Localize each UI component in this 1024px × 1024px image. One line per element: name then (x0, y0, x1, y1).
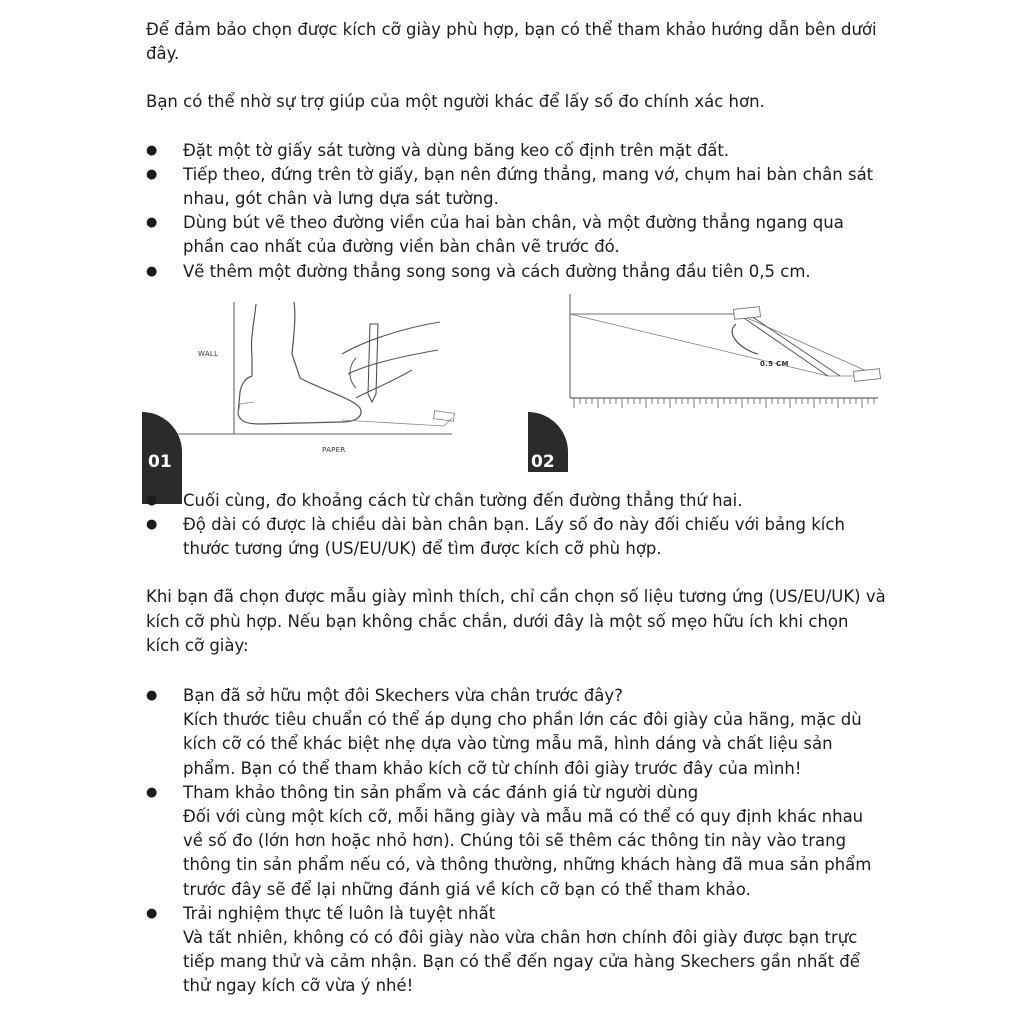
help-note: Bạn có thể nhờ sự trợ giúp của một người khác để lấy số đo chính xác hơn. (146, 92, 765, 112)
wall-label: WALL (198, 349, 219, 358)
choose-note: Khi bạn đã chọn được mẫu giày mình thích, chỉ cần chọn số liệu tương ứng (US/EU/UK) và kích cỡ phù hợp. Nếu bạn không chắc chắn, dưới đây là một số mẹo hữu ích khi chọn kích cỡ giày: (146, 587, 886, 655)
foot-against-wall-illustration (142, 294, 482, 504)
paper-label: PAPER (322, 445, 346, 454)
tip-title: Bạn đã sở hữu một đôi Skechers vừa chân trước đây? (183, 686, 623, 706)
figure-01-badge: 01 (148, 451, 172, 472)
step-item: ● Dùng bút vẽ theo đường viền của hai bàn chân, và một đường thẳng ngang qua phần cao nhất của đường viền bàn chân vẽ trước đó. (146, 211, 886, 259)
size-guide (146, 18, 886, 999)
figure-02-badge: 02 (531, 451, 555, 472)
tip-item (146, 902, 886, 999)
step-item: ● Vẽ thêm một đường thẳng song song và cách đường thẳng đầu tiên 0,5 cm. (146, 260, 886, 284)
tip-title: Trải nghiệm thực tế luôn là tuyệt nhất (183, 903, 496, 923)
tip-item (146, 781, 886, 902)
paper-with-lines-illustration (528, 294, 888, 504)
measure-illustrations (146, 294, 886, 514)
figure-02 (528, 294, 888, 504)
tip-body: Đối với cùng một kích cỡ, mỗi hãng giày và mẫu mã có thể có quy định khác nhau về số đo (lớn hơn hoặc nhỏ hơn). Chúng tôi sẽ thêm các thông tin này vào trang thông tin sản phẩm nếu có, và thông thường, những khách hàng đã mua sản phẩm trước đây sẽ để lại những đánh giá về kích cỡ bạn có thể tham khảo. (183, 807, 872, 899)
tip-title: Tham khảo thông tin sản phẩm và các đánh giá từ người dùng (183, 782, 699, 802)
figure-01 (142, 294, 482, 504)
step-item: ● Đặt một tờ giấy sát tường và dùng băng keo cố định trên mặt đất. (146, 139, 886, 163)
tip-body: Kích thước tiêu chuẩn có thể áp dụng cho phần lớn các đôi giày của hãng, mặc dù kích cỡ có thể khác biệt nhẹ dựa vào từng mẫu mã, hình dáng và chất liệu sản phẩm. Bạn có thể tham khảo kích cỡ từ chính đôi giày trước đây của mình! (183, 710, 862, 778)
step-item: ● Tiếp theo, đứng trên tờ giấy, bạn nên đứng thẳng, mang vớ, chụm hai bàn chân sát nhau, gót chân và lưng dựa sát tường. (146, 163, 886, 211)
tips-list (146, 684, 886, 999)
intro-text: Để đảm bảo chọn được kích cỡ giày phù hợp, bạn có thể tham khảo hướng dẫn bên dưới đây. (146, 20, 877, 64)
tip-body: Và tất nhiên, không có có đôi giày nào vừa chân hơn chính đôi giày được bạn trực tiếp mang thử và cảm nhận. Bạn có thể đến ngay cửa hàng Skechers gần nhất để thử ngay kích cỡ vừa ý nhé! (183, 928, 860, 996)
tip-item (146, 684, 886, 781)
offset-label: 0.5 CM (760, 359, 789, 368)
measure-steps-list (146, 139, 886, 284)
step-item: ● Độ dài có được là chiều dài bàn chân bạn. Lấy số đo này đối chiếu với bảng kích thước tương ứng (US/EU/UK) để tìm được kích cỡ phù hợp. (146, 513, 886, 561)
step-item: ● Cuối cùng, đo khoảng cách từ chân tường đến đường thẳng thứ hai. (146, 489, 886, 513)
final-steps-list (146, 489, 886, 562)
